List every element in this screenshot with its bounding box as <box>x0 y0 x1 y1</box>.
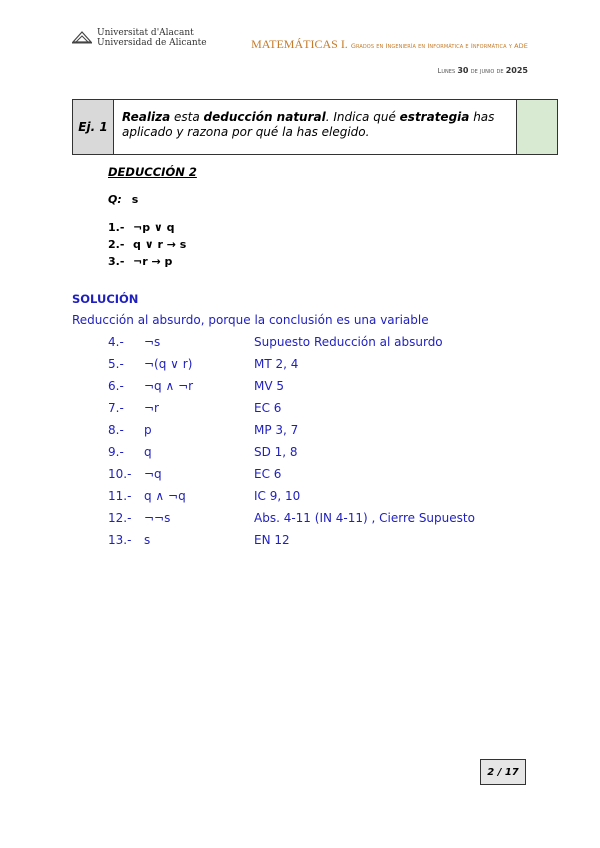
step-rule: IC 9, 10 <box>254 489 301 503</box>
step-number: 8.- <box>108 423 124 437</box>
statement-part: has aplicado y razona por qué la has elegido. <box>122 110 495 139</box>
premise-row <box>108 221 175 234</box>
degree-names: Grados en Ingeniería en Informática e Informática y ADE <box>350 42 528 50</box>
score-cell <box>516 100 557 154</box>
step-number: 13.- <box>108 533 132 547</box>
solution-intro: Reducción al absurdo, porque la conclusión es una variable <box>72 313 429 327</box>
step-formula: p <box>144 423 152 437</box>
exercise-statement <box>114 100 516 154</box>
step-number: 11.- <box>108 489 132 503</box>
proof-step <box>108 467 281 481</box>
course-title <box>251 37 528 52</box>
university-name <box>97 28 207 48</box>
step-formula: q ∧ ¬q <box>144 489 186 503</box>
solution-title: SOLUCIÓN <box>72 292 139 306</box>
premise-row <box>108 255 172 268</box>
step-number: 12.- <box>108 511 132 525</box>
date-month: de junio de <box>470 67 504 75</box>
step-rule: EN 12 <box>254 533 290 547</box>
step-rule: EC 6 <box>254 401 282 415</box>
statement-part: deducción natural <box>203 110 326 124</box>
premise-formula: q ∨ r → s <box>133 238 187 251</box>
premise-number: 1.- <box>108 221 125 234</box>
step-rule: SD 1, 8 <box>254 445 298 459</box>
premise-formula: ¬r → p <box>133 255 173 268</box>
step-formula: ¬s <box>144 335 161 349</box>
university-name-es: Universidad de Alicante <box>97 38 207 48</box>
step-rule: Supuesto Reducción al absurdo <box>254 335 443 349</box>
step-formula: s <box>144 533 151 547</box>
university-logo-icon <box>72 30 92 44</box>
premise-number: 3.- <box>108 255 125 268</box>
date-day: 30 <box>457 66 469 75</box>
step-formula: q <box>144 445 152 459</box>
step-formula: ¬q ∧ ¬r <box>144 379 194 393</box>
step-number: 6.- <box>108 379 124 393</box>
university-name-ca: Universitat d'Alacant <box>97 28 194 38</box>
exam-date <box>437 66 528 75</box>
statement-part: esta <box>170 110 204 124</box>
university-logo <box>72 28 207 48</box>
step-formula: ¬¬s <box>144 511 171 525</box>
step-formula: ¬q <box>144 467 162 481</box>
step-number: 4.- <box>108 335 124 349</box>
proof-step <box>108 489 300 503</box>
premise-number: 2.- <box>108 238 125 251</box>
proof-step <box>108 533 290 547</box>
deduction-title: DEDUCCIÓN 2 <box>108 165 197 179</box>
step-rule: MP 3, 7 <box>254 423 299 437</box>
date-weekday: Lunes <box>437 67 456 75</box>
conclusion-line <box>108 193 138 206</box>
premise-row <box>108 238 186 251</box>
page-number: 2 / 17 <box>480 759 526 785</box>
step-rule: Abs. 4-11 (IN 4-11) , Cierre Supuesto <box>254 511 475 525</box>
step-rule: EC 6 <box>254 467 282 481</box>
step-rule: MT 2, 4 <box>254 357 299 371</box>
statement-part: estrategia <box>399 110 470 124</box>
proof-step <box>108 379 284 393</box>
exercise-label: Ej. 1 <box>73 100 114 154</box>
proof-step <box>108 511 475 525</box>
proof-step <box>108 357 298 371</box>
subject-name: MATEMÁTICAS I. <box>251 37 348 51</box>
date-year: 2025 <box>505 66 528 75</box>
conclusion-value: s <box>131 193 139 206</box>
statement-part: Realiza <box>122 110 171 124</box>
premise-formula: ¬p ∨ q <box>133 221 175 234</box>
step-formula: ¬r <box>144 401 159 415</box>
proof-step <box>108 445 298 459</box>
proof-step <box>108 423 298 437</box>
step-number: 10.- <box>108 467 132 481</box>
step-number: 9.- <box>108 445 124 459</box>
exercise-box <box>72 99 558 155</box>
step-rule: MV 5 <box>254 379 285 393</box>
step-number: 7.- <box>108 401 124 415</box>
proof-step <box>108 335 443 349</box>
conclusion-label: Q: <box>108 193 122 206</box>
statement-part: . Indica qué <box>325 110 400 124</box>
step-formula: ¬(q ∨ r) <box>144 357 193 371</box>
proof-step <box>108 401 281 415</box>
step-number: 5.- <box>108 357 124 371</box>
